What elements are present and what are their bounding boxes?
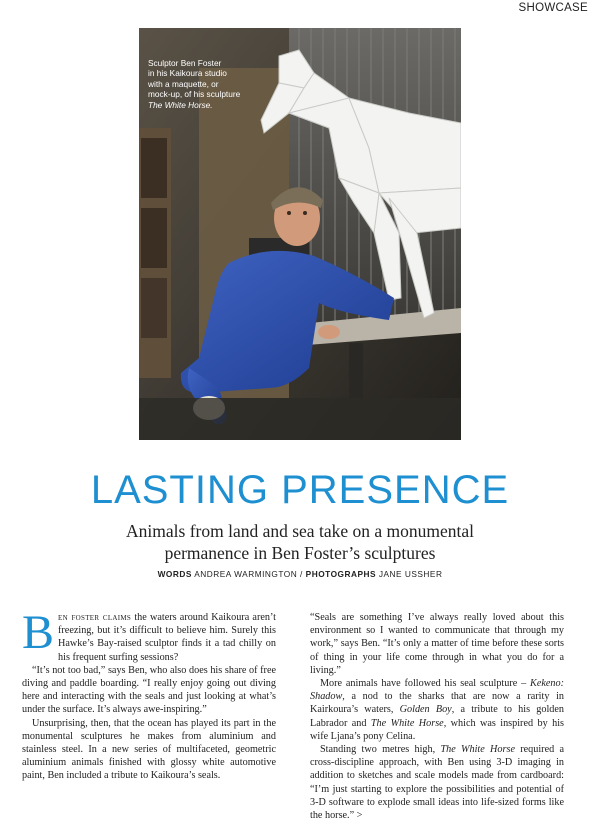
sculpture-title: The White Horse [370,717,444,729]
section-label: SHOWCASE [518,2,588,14]
photographs-label: PHOTOGRAPHS [305,569,377,579]
feature-photo [139,28,461,440]
paragraph-text: More animals have followed his seal sculpture – [320,678,531,690]
byline-separator: / [300,569,303,579]
subheadline [0,520,600,564]
body-column-left [22,606,276,783]
body-column-right [310,611,564,822]
lead-in: en foster claims [58,612,132,623]
subheadline-line: Animals from land and sea take on a monumental [126,521,474,541]
body-paragraph: Unsurprising, then, that the ocean has played its part in the monumental sculptures he makes from aluminium and stainless steel. In a new series of multifaceted, geometric aluminium animals finished with glossy white automotive paint, Ben included a tribute to Kaikoura’s seals. [22,717,276,782]
body-paragraph: “Seals are something I’ve always really loved about this environment so I wanted to communicate that through my work,” says Ben. “It’s only a matter of time before these sorts of thing in your life come through in what you do for a living.” [310,612,564,676]
caption-line: with a maquette, or [148,78,219,89]
writer-name: ANDREA WARMINGTON [194,569,298,579]
paragraph-text: required a cross-discipline approach, with Ben using 3-D imaging in addition to sketches and scale models made from cardboard: “I’m just starting to explore the possibilities and potential of 3-D software to explode small ideas into life-sized forms like the horse.” > [310,744,564,822]
words-label: WORDS [157,569,192,579]
paragraph-text: Standing two metres high, [320,744,441,756]
caption-line: mock-up, of his sculpture [148,89,241,100]
paragraph-text: , a tribute to his golden Labrador and [310,704,564,729]
sculpture-title: Kekeno: Shadow [310,678,564,703]
paragraph-text: , which was inspired by his wife Ljana’s pony Celina. [310,717,564,742]
sculpture-title: Golden Boy [399,704,452,716]
byline [0,569,600,579]
body-paragraph: “It’s not too bad,” says Ben, who also does his share of free diving and paddle boarding. “I really enjoy going out diving here and interacting with the seals and just looking at what’s under the surface. It’s always awe-inspiring.” [22,664,276,716]
body-paragraph [310,743,564,822]
photo-caption [148,58,278,110]
drop-cap: B [22,606,55,659]
sculpture-title: The White Horse [440,744,515,756]
paragraph-text: , a nod to the sharks that are now a rarity in Kairkoura’s waters, [310,691,564,716]
caption-line: in his Kaikoura studio [148,68,227,79]
body-paragraph [22,606,276,664]
subheadline-line: permanence in Ben Foster’s sculptures [164,543,436,563]
photographer-name: JANE USSHER [378,569,443,579]
body-paragraph [310,677,564,743]
caption-sculpture-title: The White Horse. [148,99,213,110]
paragraph-text: the waters around Kaikoura aren’t freezing, but it’s difficult to believe him. Surely this Hawke’s Bay-raised sculptor finds it a tad chilly on his frequent surfing sessions? [58,612,276,663]
caption-line: Sculptor Ben Foster [148,58,222,68]
headline: LASTING PRESENCE [90,468,510,512]
